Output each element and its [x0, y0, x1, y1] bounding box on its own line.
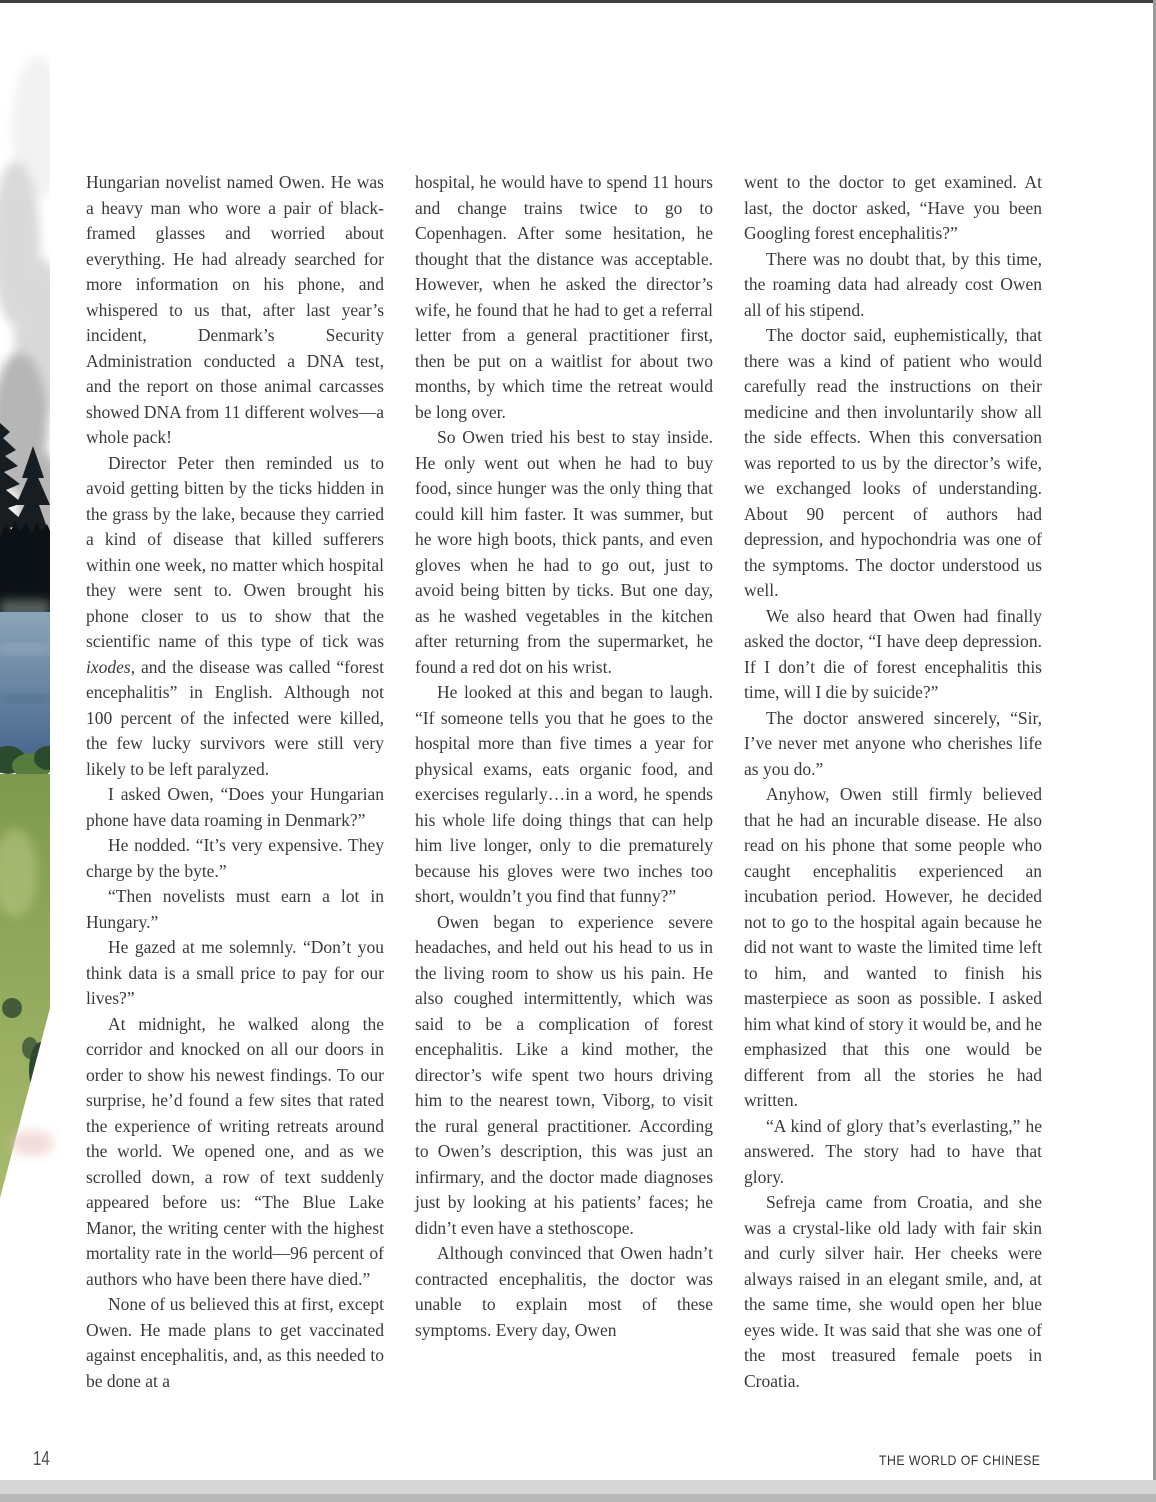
paragraph: [744, 170, 1042, 247]
paragraph-segment: He gazed at me solemnly. “Don’t you think data is a small price to pay for our lives?”: [86, 937, 384, 1008]
text-column-1: [86, 170, 384, 1394]
paragraph-segment: “A kind of glory that’s everlasting,” he answered. The story had to have that glory.: [744, 1115, 1042, 1187]
paragraph-segment: There was no doubt that, by this time, the roaming data had already cost Owen all of his stipend.: [744, 248, 1042, 320]
paragraph-segment: ixodes: [86, 656, 131, 677]
paragraph: [744, 604, 1042, 706]
paragraph: [744, 706, 1042, 783]
paragraph-segment: , and the disease was called “forest encephalitis” in English. Although not 100 percent of the infected were killed, the few lucky survivors were still very likely to be left paralyzed.: [86, 656, 384, 779]
paragraph: [744, 1190, 1042, 1394]
page-number: 14: [33, 1448, 50, 1470]
paragraph-segment: Anyhow, Owen still firmly believed that he had an incurable disease. He also read on his phone that some people who caught encephalitis experienced an incubation period. However, he decided not to go to the hospital again because he did not want to waste the limited time left to him, and wanted to finish his masterpiece as soon as possible. I asked him what kind of story it would be, and he emphasized that this one would be different from all the stories he had written.: [744, 784, 1042, 1110]
paragraph: [744, 782, 1042, 1114]
paragraph-segment: None of us believed this at first, except Owen. He made plans to get vaccinated against encephalitis, and, as this needed to be done at a: [86, 1294, 384, 1391]
paragraph-segment: Hungarian novelist named Owen. He was a heavy man who wore a pair of black-framed glasses and worried about everything. He had already searched for more information on his phone, and whispered to us that, after last year’s incident, Denmark’s Security Administration conducted a DNA test, and the report on those animal carcasses showed DNA from 11 different wolves—a whole pack!: [86, 172, 384, 447]
paragraph: [86, 833, 384, 884]
paragraph-segment: The doctor answered sincerely, “Sir, I’ve never met anyone who cherishes life as you do.”: [744, 707, 1042, 779]
paragraph: [86, 782, 384, 833]
paragraph-segment: Although convinced that Owen hadn’t contracted encephalitis, the doctor was unable to explain most of these symptoms. Every day, Owen: [415, 1243, 713, 1340]
paragraph-segment: “Then novelists must earn a lot in Hungary.”: [86, 886, 384, 932]
text-column-3: [744, 170, 1042, 1394]
paragraph: [86, 451, 384, 783]
paragraph: [415, 680, 713, 910]
paragraph: [744, 247, 1042, 324]
paragraph: [86, 1292, 384, 1394]
magazine-title: THE WORLD OF CHINESE: [878, 1452, 1040, 1468]
article-body: [86, 170, 1042, 1394]
paragraph: [86, 1012, 384, 1293]
paragraph-segment: We also heard that Owen had finally asked the doctor, “I have deep depression. If I don’t die of forest encephalitis this time, will I die by suicide?”: [744, 605, 1042, 702]
paragraph-segment: The doctor said, euphemistically, that there was a kind of patient who would carefully read the instructions on their medicine and then involuntarily show all the side effects. When this conversation was reported to us by the director’s wife, we exchanged looks of understanding. About 90 percent of authors had depression, and hypochondria was one of the symptoms. The doctor understood us well.: [744, 325, 1042, 600]
paragraph-segment: So Owen tried his best to stay inside. He only went out when he had to buy food, since hunger was the only thing that could kill him faster. It was summer, but he wore high boots, thick pants, and even gloves when he had to go out, just to avoid being bitten by ticks. But one day, as he washed vegetables in the kitchen after returning from the supermarket, he found a red dot on his wrist.: [415, 427, 713, 677]
pink-smudge-artifact: [10, 1130, 54, 1156]
lake-light-streak: [0, 646, 50, 652]
paragraph: [415, 170, 713, 425]
paragraph: [744, 323, 1042, 604]
page-bottom-shadow: [0, 1494, 1156, 1502]
page-top-edge-line: [0, 0, 1156, 3]
paragraph: [415, 1241, 713, 1343]
page-bottom-background: [0, 1480, 1156, 1502]
paragraph: [86, 884, 384, 935]
paragraph: [744, 1114, 1042, 1191]
paragraph: [86, 935, 384, 1012]
paragraph-segment: Owen began to experience severe headaches, and held out his head to us in the living room to show us his pain. He also coughed intermittently, which was said to be a complication of forest encephalitis. Like a kind mother, the director’s wife spent two hours driving him to the nearest town, Viborg, to visit the rural general practitioner. According to Owen’s description, this was just an infirmary, and the doctor made diagnoses just by looking at his patients’ faces; he didn’t even have a stethoscope.: [415, 911, 713, 1238]
paragraph: [415, 425, 713, 680]
text-column-2: [415, 170, 713, 1394]
meadow-bush: [2, 998, 22, 1018]
paragraph-segment: He looked at this and began to laugh. “If someone tells you that he goes to the hospital more than five times a year for physical exams, eats organic food, and exercises regularly…in a word, he spends his whole life doing things that can help him live longer, only to die prematurely because his gloves were two inches too short, wouldn’t you find that funny?”: [415, 682, 713, 906]
paragraph-segment: Director Peter then reminded us to avoid getting bitten by the ticks hidden in the grass by the lake, because they carried a kind of disease that killed sufferers within one week, no matter which hospital they were sent to. Owen brought his phone closer to us to show that the scientific name of this type of tick was: [86, 452, 384, 651]
paragraph-segment: He nodded. “It’s very expensive. They charge by the byte.”: [86, 835, 384, 881]
forest-lake-meadow-illustration: [0, 8, 50, 1198]
paragraph-segment: I asked Owen, “Does your Hungarian phone have data roaming in Denmark?”: [86, 784, 384, 830]
paragraph: [86, 170, 384, 451]
paragraph-segment: went to the doctor to get examined. At last, the doctor asked, “Have you been Googling forest encephalitis?”: [744, 172, 1042, 243]
paragraph-segment: Sefreja came from Croatia, and she was a crystal-like old lady with fair skin and curly silver hair. Her cheeks were always raised in an elegant smile, and, at the same time, she would open her blue eyes wide. It was said that she was one of the most treasured female poets in Croatia.: [744, 1192, 1042, 1391]
paragraph-segment: At midnight, he walked along the corridor and knocked on all our doors in order to show his newest findings. To our surprise, he’d found a few sites that rated the experience of writing retreats around the world. We opened one, and as we scrolled down, a row of text suddenly appeared before us: “The Blue Lake Manor, the writing center with the highest mortality rate in the world—96 percent of authors who have been there have died.”: [86, 1013, 384, 1289]
paragraph-segment: hospital, he would have to spend 11 hours and change trains twice to go to Copenhagen. After some hesitation, he thought that the distance was acceptable. However, when he asked the director’s wife, he found that he had to get a referral letter from a general practitioner first, then be put on a waitlist for about two months, by which time the retreat would be long over.: [415, 172, 713, 422]
lake-dark-streak: [4, 696, 50, 701]
paragraph: [415, 910, 713, 1242]
lake: [0, 612, 50, 764]
